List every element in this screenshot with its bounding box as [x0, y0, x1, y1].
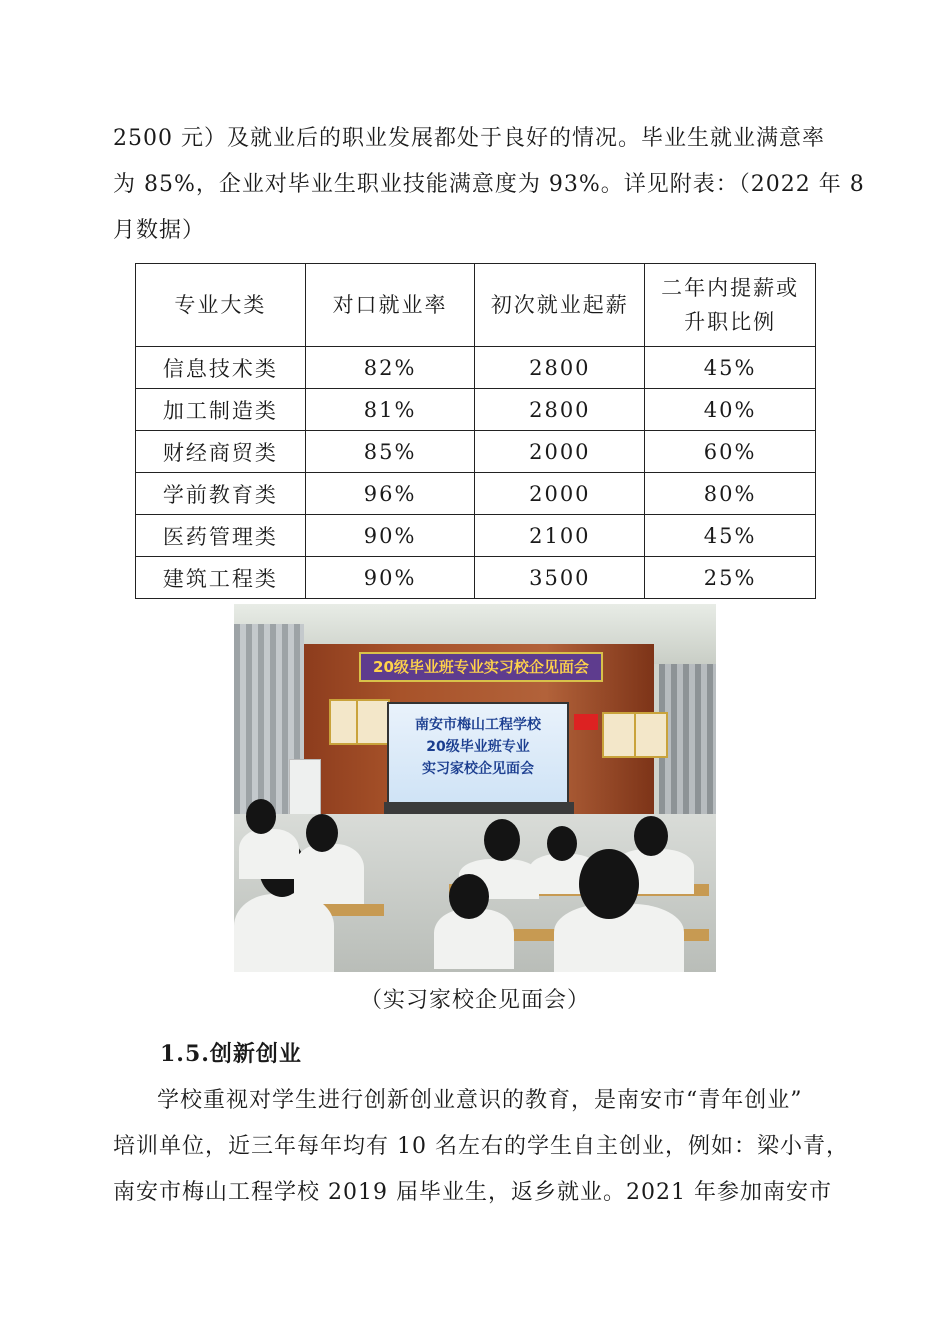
- cell-category: 学前教育类: [136, 473, 306, 515]
- section-line: 学校重视对学生进行创新创业意识的教育，是南安市“青年创业”: [157, 1088, 803, 1113]
- cell-category: 医药管理类: [136, 515, 306, 557]
- stage-banner: [359, 652, 603, 682]
- section-line: 南安市梅山工程学校 2019 届毕业生，返乡就业。2021 年参加南安市: [113, 1180, 832, 1205]
- cell-salary: 2100: [475, 515, 645, 557]
- cell-promotion: 40%: [645, 389, 816, 431]
- intro-line: 2500 元）及就业后的职业发展都处于良好的情况。毕业生就业满意率: [113, 126, 825, 151]
- student-head: [246, 799, 276, 834]
- cell-promotion: 60%: [645, 431, 816, 473]
- header-promotion-line1: 二年内提薪或: [661, 276, 800, 300]
- intro-paragraph: [113, 116, 865, 254]
- cell-rate: 90%: [305, 557, 475, 599]
- cell-promotion: 45%: [645, 347, 816, 389]
- cell-category: 信息技术类: [136, 347, 306, 389]
- student-head: [484, 819, 520, 861]
- student: [234, 894, 334, 972]
- cell-rate: 82%: [305, 347, 475, 389]
- meeting-photo: [234, 604, 716, 972]
- table-row: [136, 347, 816, 389]
- intro-line: 为 85%，企业对毕业生职业技能满意度为 93%。详见附表：（2022 年 8: [113, 172, 865, 197]
- table-row: [136, 473, 816, 515]
- header-salary: 初次就业起薪: [475, 264, 645, 347]
- section-paragraph: [113, 1078, 849, 1216]
- student-head: [579, 849, 639, 919]
- table-row: [136, 557, 816, 599]
- employment-table: [135, 263, 816, 599]
- cell-promotion: 25%: [645, 557, 816, 599]
- cell-rate: 85%: [305, 431, 475, 473]
- screen-line: 20级毕业班专业: [426, 739, 530, 755]
- screen-line: 南安市梅山工程学校: [415, 717, 541, 733]
- cell-salary: 2800: [475, 347, 645, 389]
- wall-poster: [602, 712, 636, 758]
- header-promotion: [645, 264, 816, 347]
- section-line: 培训单位，近三年每年均有 10 名左右的学生自主创业，例如：梁小青，: [113, 1134, 849, 1159]
- projection-screen: [387, 702, 569, 806]
- flag: [574, 714, 598, 730]
- header-rate: 对口就业率: [305, 264, 475, 347]
- table-header-row: [136, 264, 816, 347]
- cell-salary: 2800: [475, 389, 645, 431]
- header-promotion-line2: 升职比例: [684, 310, 777, 334]
- cell-category: 加工制造类: [136, 389, 306, 431]
- cell-salary: 2000: [475, 431, 645, 473]
- wall-poster: [356, 699, 390, 745]
- table-row: [136, 431, 816, 473]
- cell-category: 建筑工程类: [136, 557, 306, 599]
- student-head: [547, 826, 577, 861]
- cell-rate: 90%: [305, 515, 475, 557]
- cell-salary: 3500: [475, 557, 645, 599]
- cell-promotion: 80%: [645, 473, 816, 515]
- intro-line: 月数据）: [113, 218, 206, 243]
- cell-promotion: 45%: [645, 515, 816, 557]
- table-row: [136, 515, 816, 557]
- student-head: [634, 816, 668, 856]
- cell-rate: 96%: [305, 473, 475, 515]
- stage-banner-text: 20级毕业班专业实习校企见面会: [373, 658, 589, 676]
- air-conditioner: [289, 759, 321, 821]
- student-head: [306, 814, 338, 852]
- table-row: [136, 389, 816, 431]
- cell-salary: 2000: [475, 473, 645, 515]
- section-heading: 1.5.创新创业: [160, 1041, 302, 1067]
- student: [239, 829, 299, 879]
- photo-caption: （实习家校企见面会）: [359, 988, 590, 1013]
- student-head: [449, 874, 489, 919]
- header-category: 专业大类: [136, 264, 306, 347]
- cell-rate: 81%: [305, 389, 475, 431]
- wall-poster: [634, 712, 668, 758]
- student: [294, 844, 364, 904]
- screen-line: 实习家校企见面会: [422, 761, 534, 777]
- cell-category: 财经商贸类: [136, 431, 306, 473]
